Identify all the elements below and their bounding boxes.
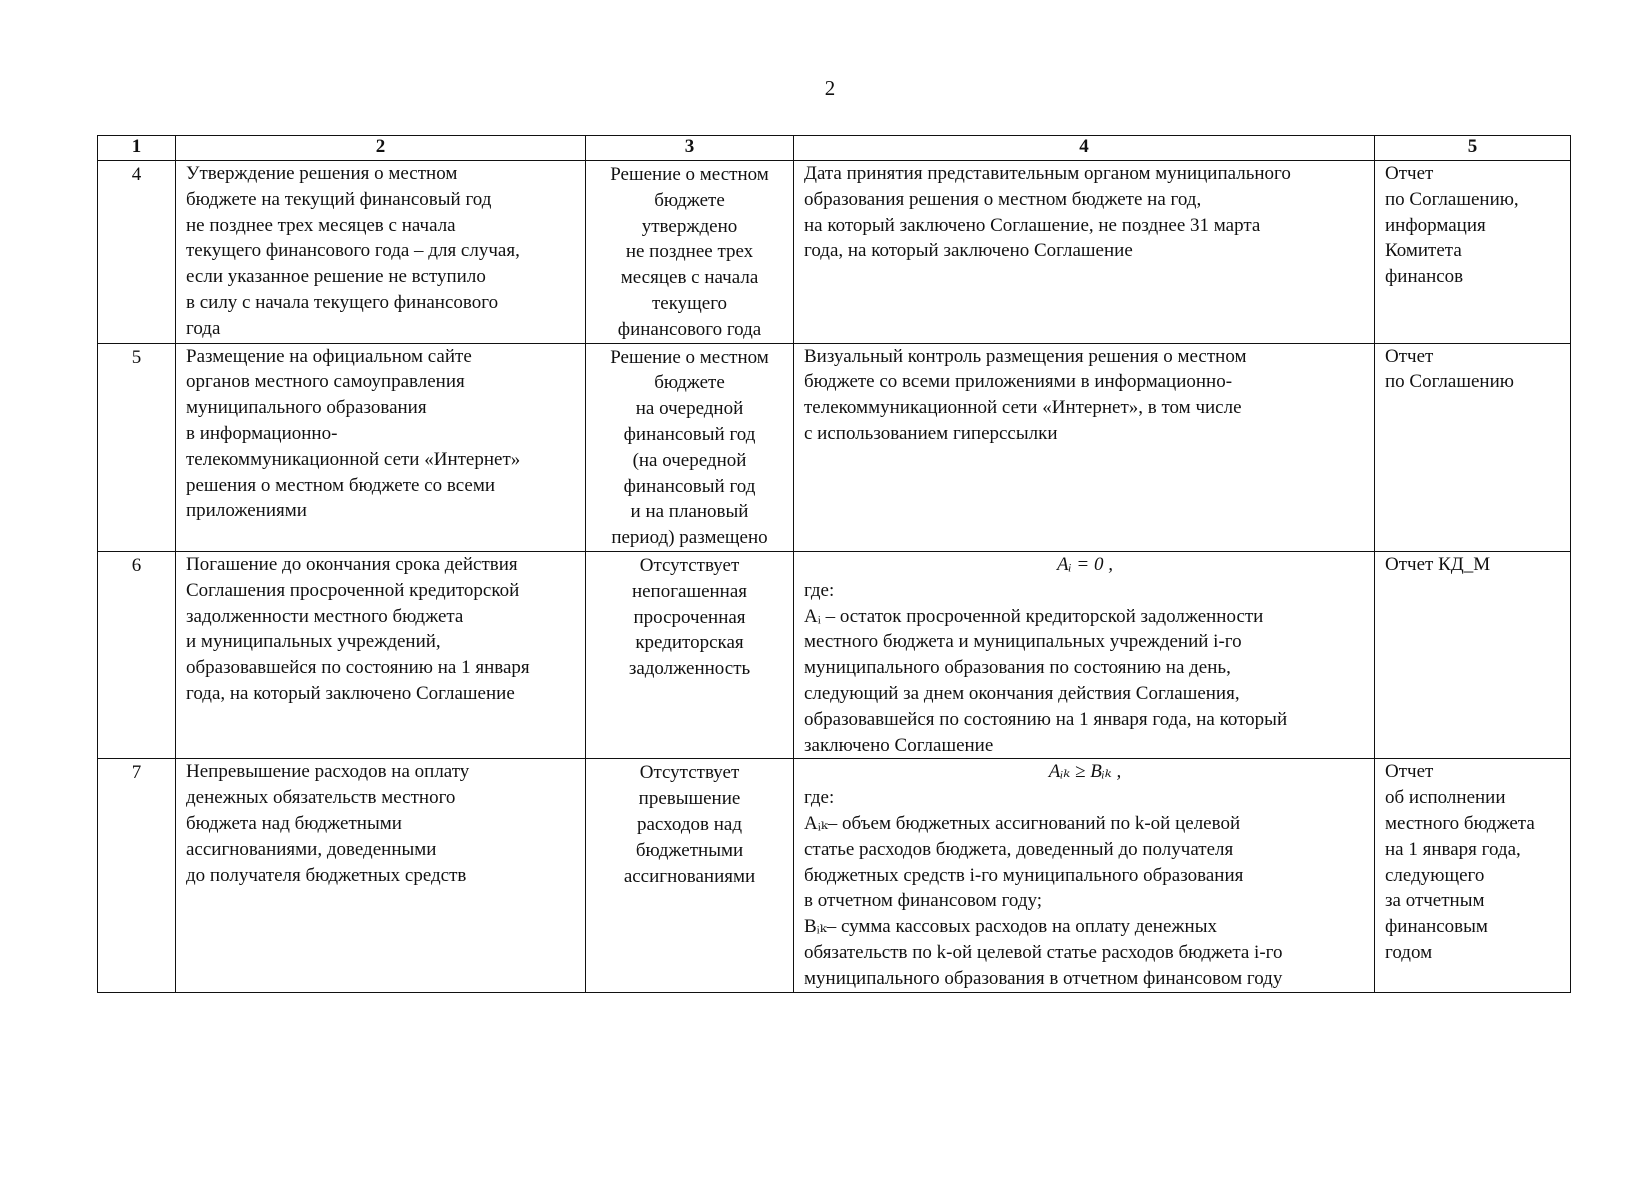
cell-line: Aᵢ – остаток просроченной кредиторской задолженности [804, 605, 1264, 627]
cell-line: за отчетным [1385, 890, 1485, 912]
cell-line: кредиторская [635, 632, 744, 654]
result-description-cell [176, 343, 586, 551]
cell-line: бюджете [654, 189, 725, 211]
cell-line: следующий за днем окончания действия Соглашения, [804, 682, 1240, 704]
cell-line: бюджете [654, 372, 725, 394]
cell-line: не позднее трех месяцев с начала [186, 214, 456, 236]
cell-line: бюджете со всеми приложениями в информационно- [804, 371, 1233, 393]
cell-line: на который заключено Соглашение, не позднее 31 марта [804, 214, 1261, 236]
table-row [98, 343, 1571, 551]
cell-line: бюджета над бюджетными [186, 812, 402, 834]
column-header: 5 [1375, 136, 1571, 161]
row-number: 5 [98, 343, 176, 551]
source-cell [1375, 161, 1571, 344]
cell-line: в силу с начала текущего финансового [186, 291, 499, 313]
cell-line: обязательств по k-ой целевой статье расходов бюджета i-го [804, 941, 1283, 963]
cell-line: и муниципальных учреждений, [186, 631, 441, 653]
cell-line: финансов [1385, 266, 1464, 288]
cell-line: органов местного самоуправления [186, 371, 465, 393]
row-number: 7 [98, 759, 176, 992]
cell-line: приложениями [186, 500, 307, 522]
cell-line: Непревышение расходов на оплату [186, 761, 470, 783]
cell-line: Утверждение решения о местном [186, 163, 458, 184]
cell-line: Bᵢₖ– сумма кассовых расходов на оплату денежных [804, 916, 1217, 938]
cell-line: бюджетных средств i-го муниципального образования [804, 864, 1244, 886]
cell-line: текущего [651, 292, 728, 314]
cell-line: Визуальный контроль размещения решения о местном [804, 345, 1247, 367]
column-header: 3 [586, 136, 794, 161]
cell-line: месяцев с начала [620, 267, 759, 289]
cell-line: ассигнованиями [623, 865, 756, 887]
cell-line: Размещение на официальном сайте [186, 345, 472, 367]
cell-line: Погашение до окончания срока действия [186, 553, 518, 575]
table-row [98, 759, 1571, 992]
cell-line: финансовый год [623, 475, 756, 497]
result-description-cell [176, 551, 586, 758]
cell-line: года, на который заключено Соглашение [186, 682, 515, 704]
cell-line: муниципального образования [186, 397, 427, 419]
cell-line: об исполнении [1385, 787, 1506, 809]
cell-line: ассигнованиями, доведенными [186, 838, 437, 860]
cell-line: информация [1385, 214, 1486, 236]
cell-line: Соглашения просроченной кредиторской [186, 579, 520, 601]
cell-line: года, на который заключено Соглашение [804, 240, 1133, 262]
cell-line: с использованием гиперссылки [804, 422, 1058, 444]
cell-line: превышение [638, 788, 741, 810]
source-cell [1375, 759, 1571, 992]
cell-line: финансовым [1385, 916, 1488, 938]
table-row [98, 551, 1571, 758]
cell-line: (на очередной [632, 449, 747, 471]
source-cell [1375, 551, 1571, 758]
cell-line: года [186, 317, 221, 339]
cell-line: образовавшейся по состоянию на 1 января [186, 657, 530, 679]
target-value-cell [586, 343, 794, 551]
source-cell [1375, 343, 1571, 551]
column-header: 1 [98, 136, 176, 161]
cell-line: финансовый год [623, 423, 756, 445]
cell-line: годом [1385, 941, 1433, 963]
target-value-cell [586, 759, 794, 992]
cell-line: бюджетными [635, 839, 744, 861]
cell-line: статье расходов бюджета, доведенный до получателя [804, 838, 1234, 860]
cell-line: образования решения о местном бюджете на год, [804, 188, 1202, 210]
indicators-table [97, 135, 1571, 993]
table-body [98, 161, 1571, 993]
page-number: 2 [824, 76, 836, 100]
cell-line: по Соглашению, [1385, 188, 1519, 210]
cell-line: денежных обязательств местного [186, 787, 456, 809]
cell-line: не позднее трех [625, 241, 754, 263]
evaluation-method-cell [794, 759, 1375, 992]
cell-line: просроченная [633, 606, 746, 628]
cell-line: по Соглашению [1385, 371, 1514, 393]
column-header: 4 [794, 136, 1375, 161]
target-value-cell [586, 551, 794, 758]
cell-line: на очередной [635, 398, 744, 420]
cell-line: где: [804, 579, 835, 601]
cell-line: утверждено [641, 215, 738, 237]
evaluation-method-cell [794, 343, 1375, 551]
cell-line: местного бюджета [1385, 812, 1535, 834]
result-description-cell [176, 161, 586, 344]
result-description-cell [176, 759, 586, 992]
cell-line: Отчет [1385, 163, 1434, 184]
cell-line: на 1 января года, [1385, 838, 1521, 860]
column-header: 2 [176, 136, 586, 161]
cell-line: текущего финансового года – для случая, [186, 240, 520, 262]
cell-line: заключено Соглашение [804, 734, 994, 756]
cell-line: Решение о местном [610, 164, 769, 185]
cell-line: Отчет КД_М [1385, 553, 1491, 575]
cell-line: муниципального образования по состоянию на день, [804, 657, 1231, 679]
row-number: 4 [98, 161, 176, 344]
cell-line: телекоммуникационной сети «Интернет», в том числе [804, 397, 1242, 419]
formula: Aᵢ = 0 , [1057, 553, 1113, 575]
cell-line: муниципального образования в отчетном финансовом году [804, 967, 1283, 989]
cell-line: если указанное решение не вступило [186, 266, 486, 288]
table-row [98, 161, 1571, 344]
cell-line: Отсутствует [639, 554, 740, 576]
row-number: 6 [98, 551, 176, 758]
cell-line: период) размещено [611, 527, 768, 549]
cell-line: местного бюджета и муниципальных учреждений i-го [804, 631, 1242, 653]
cell-line: Отсутствует [639, 762, 740, 784]
cell-line: следующего [1385, 864, 1485, 886]
cell-line: и на плановый [630, 501, 749, 523]
cell-line: бюджете на текущий финансовый год [186, 188, 492, 210]
cell-line: Комитета [1385, 240, 1462, 262]
cell-line: Aᵢₖ– объем бюджетных ассигнований по k-ой целевой [804, 812, 1241, 834]
cell-line: телекоммуникационной сети «Интернет» [186, 448, 521, 470]
cell-line: Дата принятия представительным органом муниципального [804, 163, 1291, 184]
cell-line: где: [804, 787, 835, 809]
target-value-cell [586, 161, 794, 344]
cell-line: Решение о местном [610, 346, 769, 368]
cell-line: в отчетном финансовом году; [804, 890, 1043, 912]
table-header-row [98, 136, 1571, 161]
cell-line: непогашенная [631, 580, 748, 602]
cell-line: в информационно- [186, 422, 338, 444]
formula: Aᵢₖ ≥ Bᵢₖ , [1048, 761, 1122, 783]
evaluation-method-cell [794, 161, 1375, 344]
cell-line: Отчет [1385, 345, 1434, 367]
cell-line: расходов над [636, 813, 742, 835]
cell-line: до получателя бюджетных средств [186, 864, 467, 886]
evaluation-method-cell [794, 551, 1375, 758]
cell-line: задолженности местного бюджета [186, 605, 464, 627]
cell-line: задолженность [628, 658, 751, 680]
cell-line: Отчет [1385, 761, 1434, 783]
cell-line: финансового года [617, 318, 762, 340]
cell-line: решения о местном бюджете со всеми [186, 474, 496, 496]
cell-line: образовавшейся по состоянию на 1 января года, на который [804, 708, 1288, 730]
